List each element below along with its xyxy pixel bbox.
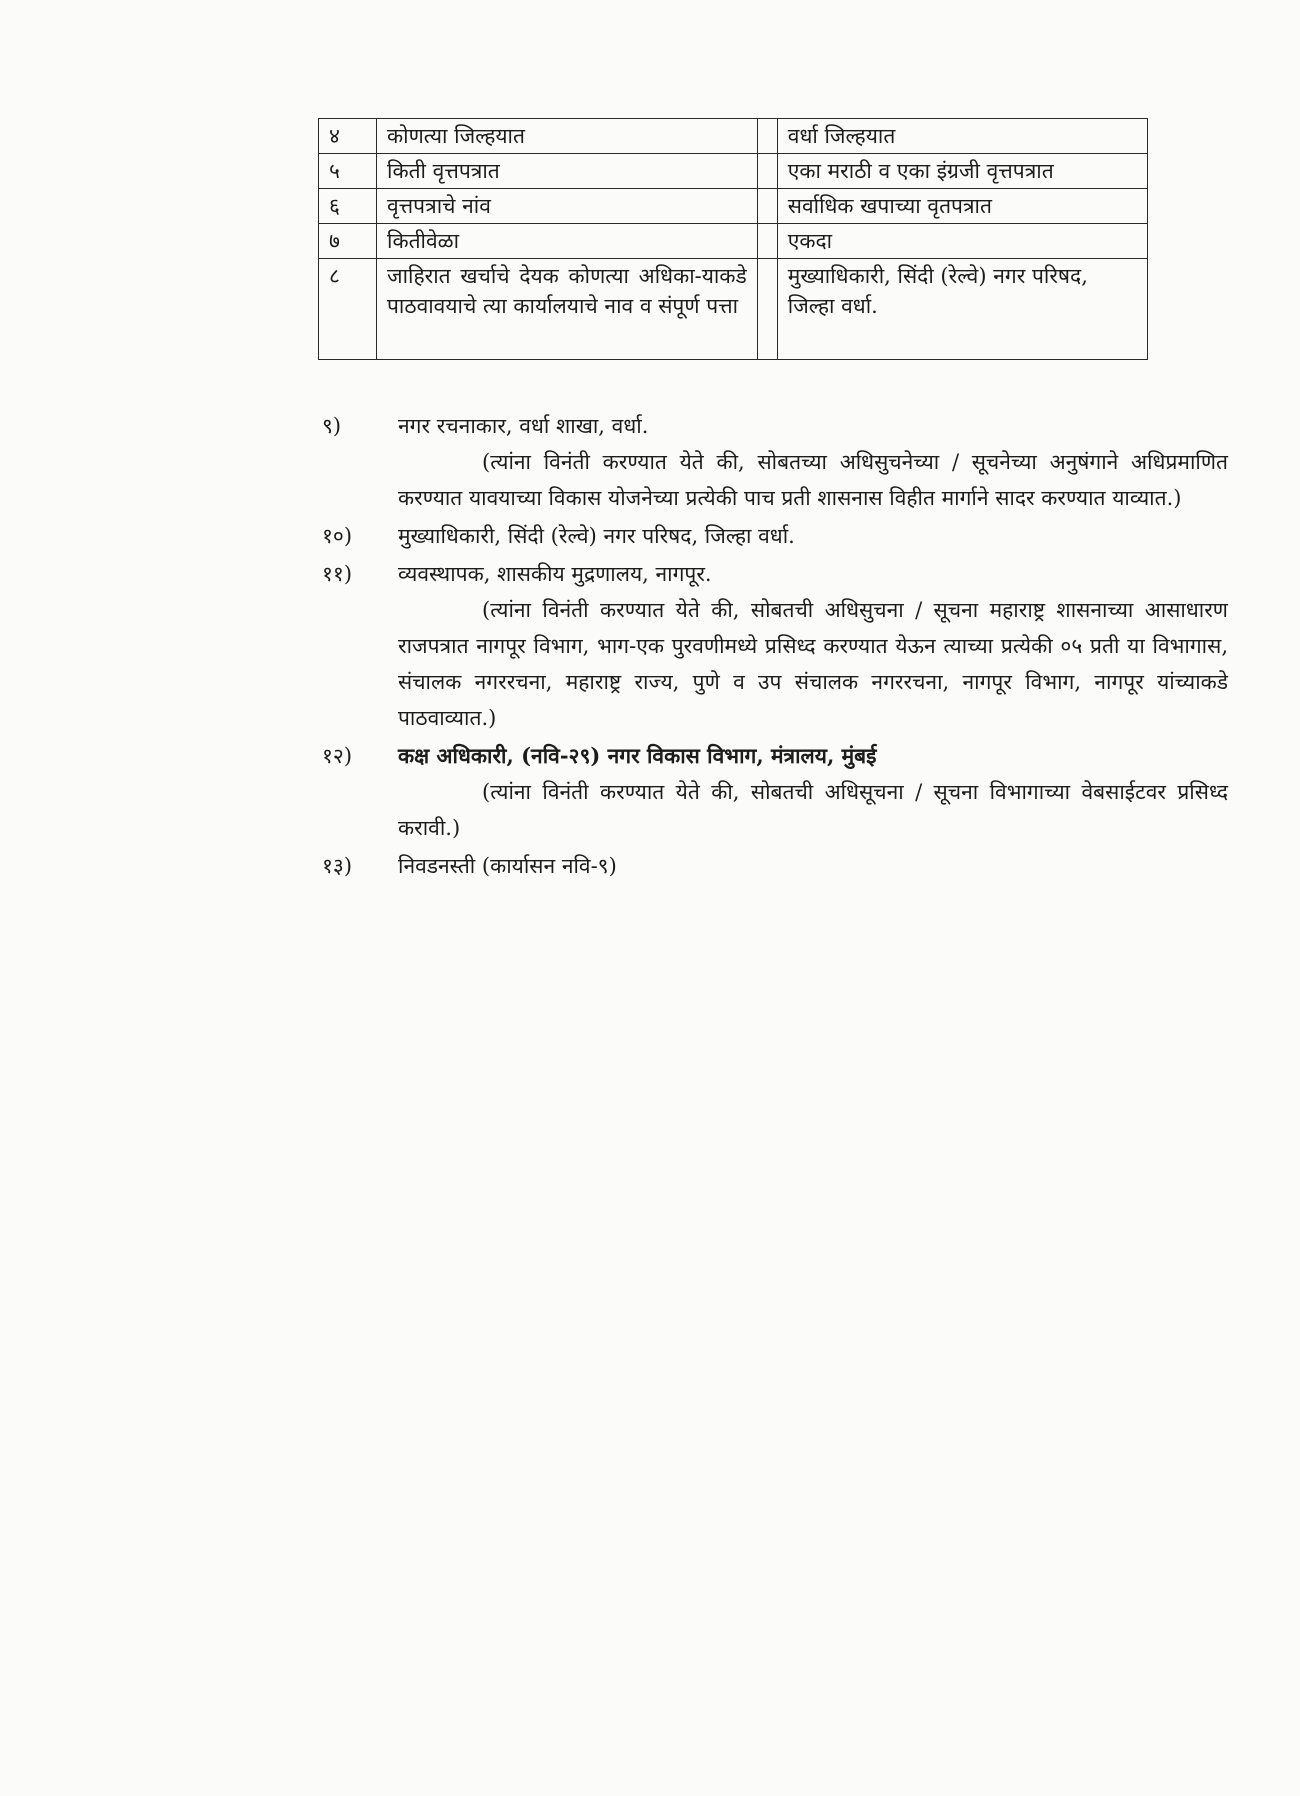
item-note: (त्यांना विनंती करण्यात येते की, सोबतची अधिसूचना / सूचना विभागाच्या वेबसाईटवर प्रसिध्द करावी.) <box>398 780 1228 840</box>
item-body <box>398 738 1228 846</box>
row-spacer <box>757 154 777 189</box>
row-spacer <box>757 119 777 154</box>
item-number: १०) <box>322 524 353 548</box>
item-text: नगर रचनाकार, वर्धा शाखा, वर्धा. <box>398 414 649 438</box>
item-number: १२) <box>322 744 353 768</box>
row-number: ६ <box>319 189 377 224</box>
item-number: ११) <box>322 562 353 586</box>
item-number: १३) <box>322 854 353 878</box>
row-value: सर्वाधिक खपाच्या वृतपत्रात <box>777 189 1147 224</box>
item-body <box>398 848 1228 884</box>
item-text: मुख्याधिकारी, सिंदी (रेल्वे) नगर परिषद, जिल्हा वर्धा. <box>398 524 795 548</box>
list-item <box>322 848 1228 884</box>
table-row <box>319 224 1148 259</box>
table-row <box>319 189 1148 224</box>
list-item <box>322 408 1228 516</box>
row-number: ५ <box>319 154 377 189</box>
item-body <box>398 408 1228 516</box>
table-row <box>319 154 1148 189</box>
row-label: किती वृत्तपत्रात <box>377 154 758 189</box>
row-label: कितीवेळा <box>377 224 758 259</box>
row-number: ८ <box>319 259 377 360</box>
recipient-list <box>322 408 1228 884</box>
row-label: कोणत्या जिल्हयात <box>377 119 758 154</box>
row-spacer <box>757 224 777 259</box>
item-text: व्यवस्थापक, शासकीय मुद्रणालय, नागपूर. <box>398 562 712 586</box>
list-item <box>322 556 1228 736</box>
row-value: एका मराठी व एका इंग्रजी वृत्तपत्रात <box>777 154 1147 189</box>
table-row <box>319 119 1148 154</box>
row-value: वर्धा जिल्हयात <box>777 119 1147 154</box>
row-spacer <box>757 259 777 360</box>
row-value: मुख्याधिकारी, सिंदी (रेल्वे) नगर परिषद, जिल्हा वर्धा. <box>777 259 1147 360</box>
row-label: वृत्तपत्राचे नांव <box>377 189 758 224</box>
item-body <box>398 556 1228 736</box>
table-row <box>319 259 1148 360</box>
list-item <box>322 738 1228 846</box>
item-body <box>398 518 1228 554</box>
row-label: जाहिरात खर्चाचे देयक कोणत्या अधिका-याकडे पाठवावयाचे त्या कार्यालयाचे नाव व संपूर्ण पत्ता <box>377 259 758 360</box>
row-number: ४ <box>319 119 377 154</box>
list-item <box>322 518 1228 554</box>
advertisement-details-table <box>318 118 1148 360</box>
row-spacer <box>757 189 777 224</box>
item-note: (त्यांना विनंती करण्यात येते की, सोबतची अधिसुचना / सूचना महाराष्ट्र शासनाच्या आसाधारण राजपत्रात नागपूर विभाग, भाग-एक पुरवणीमध्ये प्रसिध्द करण्यात येऊन त्याच्या प्रत्येकी ०५ प्रती या विभागास, संचालक नगररचना, महाराष्ट्र राज्य, पुणे व उप संचालक नगररचना, नागपूर विभाग, नागपूर यांच्याकडे पाठवाव्यात.) <box>398 598 1228 730</box>
item-text: कक्ष अधिकारी, (नवि-२९) नगर विकास विभाग, मंत्रालय, मुंबई <box>398 743 877 768</box>
row-number: ७ <box>319 224 377 259</box>
row-value: एकदा <box>777 224 1147 259</box>
item-text: निवडनस्ती (कार्यासन नवि-९) <box>398 854 617 878</box>
item-number: ९) <box>322 414 342 438</box>
item-note: (त्यांना विनंती करण्यात येते की, सोबतच्या अधिसुचनेच्या / सूचनेच्या अनुषंगाने अधिप्रमाणित करण्यात यावयाच्या विकास योजनेच्या प्रत्येकी पाच प्रती शासनास विहीत मार्गाने सादर करण्यात याव्यात.) <box>398 450 1228 510</box>
